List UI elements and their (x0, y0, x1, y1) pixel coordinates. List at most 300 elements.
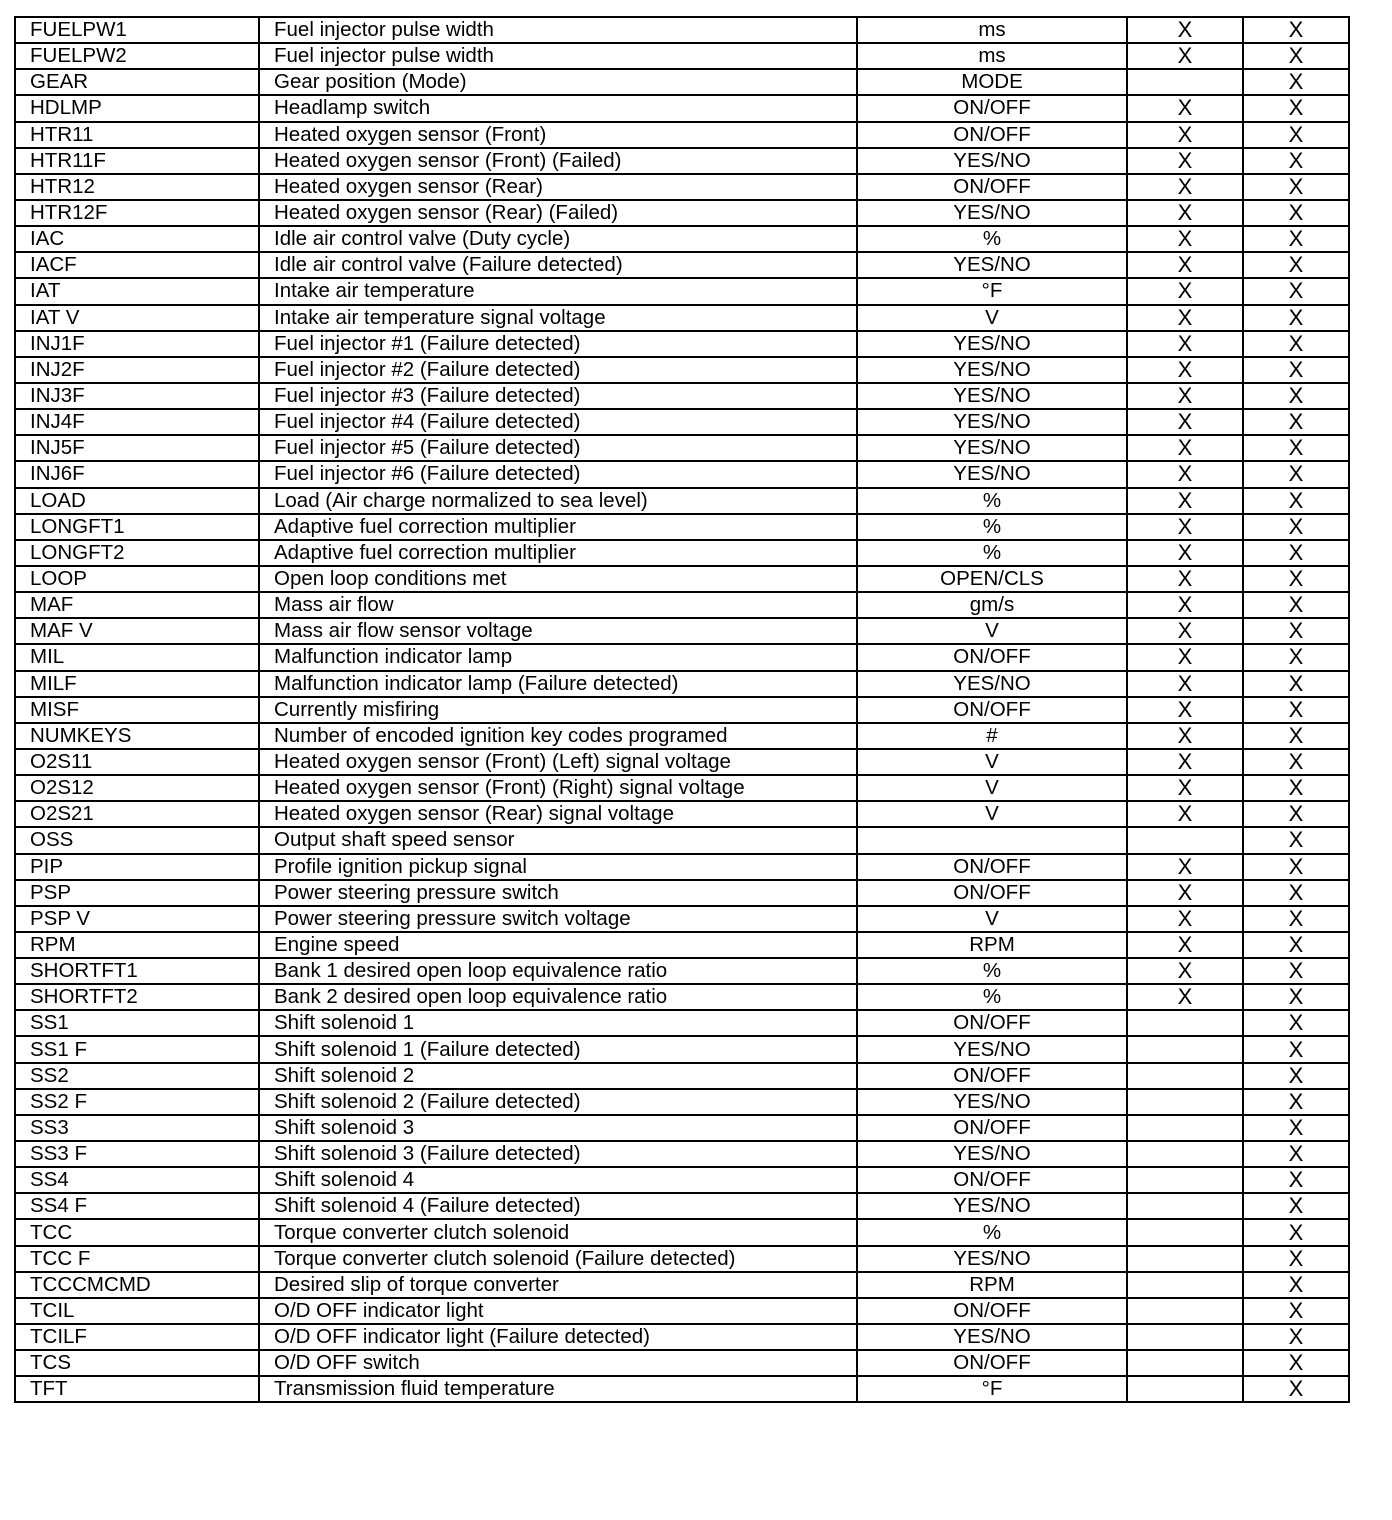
table-row (15, 827, 1349, 853)
mark-cell-b: X (1243, 435, 1349, 461)
pid-cell: HDLMP (15, 95, 259, 121)
table-row (15, 1298, 1349, 1324)
mark-cell-a: X (1127, 122, 1243, 148)
pid-cell: O2S12 (15, 775, 259, 801)
description-cell: Fuel injector #4 (Failure detected) (259, 409, 857, 435)
unit-cell: RPM (857, 1272, 1127, 1298)
description-cell: Heated oxygen sensor (Rear) (Failed) (259, 200, 857, 226)
unit-cell: YES/NO (857, 331, 1127, 357)
mark-cell-b: X (1243, 69, 1349, 95)
pid-cell: TFT (15, 1376, 259, 1402)
unit-cell: MODE (857, 69, 1127, 95)
unit-cell: % (857, 958, 1127, 984)
mark-cell-b: X (1243, 592, 1349, 618)
description-cell: Fuel injector #2 (Failure detected) (259, 357, 857, 383)
unit-cell: % (857, 488, 1127, 514)
pid-cell: TCCCMCMD (15, 1272, 259, 1298)
mark-cell-b: X (1243, 644, 1349, 670)
pid-cell: SHORTFT1 (15, 958, 259, 984)
mark-cell-a: X (1127, 540, 1243, 566)
mark-cell-a (1127, 1324, 1243, 1350)
table-row (15, 305, 1349, 331)
table-row (15, 43, 1349, 69)
description-cell: Fuel injector pulse width (259, 17, 857, 43)
table-row (15, 854, 1349, 880)
table-row (15, 697, 1349, 723)
description-cell: Heated oxygen sensor (Rear) signal voltage (259, 801, 857, 827)
pid-cell: IAT V (15, 305, 259, 331)
unit-cell: ON/OFF (857, 644, 1127, 670)
table-row (15, 1063, 1349, 1089)
mark-cell-a: X (1127, 200, 1243, 226)
unit-cell: YES/NO (857, 1193, 1127, 1219)
table-row (15, 775, 1349, 801)
mark-cell-b: X (1243, 1089, 1349, 1115)
table-row (15, 69, 1349, 95)
mark-cell-a: X (1127, 43, 1243, 69)
table-row (15, 1115, 1349, 1141)
mark-cell-b: X (1243, 1219, 1349, 1245)
mark-cell-a: X (1127, 331, 1243, 357)
description-cell: Idle air control valve (Duty cycle) (259, 226, 857, 252)
unit-cell: YES/NO (857, 1324, 1127, 1350)
pid-cell: HTR12 (15, 174, 259, 200)
pid-cell: TCC F (15, 1246, 259, 1272)
mark-cell-b: X (1243, 514, 1349, 540)
mark-cell-a: X (1127, 906, 1243, 932)
mark-cell-a (1127, 1036, 1243, 1062)
description-cell: Engine speed (259, 932, 857, 958)
pid-cell: NUMKEYS (15, 723, 259, 749)
pid-cell: PSP V (15, 906, 259, 932)
mark-cell-a: X (1127, 566, 1243, 592)
unit-cell: °F (857, 1376, 1127, 1402)
pid-cell: LOOP (15, 566, 259, 592)
pid-cell: HTR12F (15, 200, 259, 226)
pid-table-body (15, 17, 1349, 1402)
pid-cell: SS3 (15, 1115, 259, 1141)
pid-cell: SS4 (15, 1167, 259, 1193)
description-cell: Heated oxygen sensor (Front) (Right) signal voltage (259, 775, 857, 801)
mark-cell-a (1127, 1193, 1243, 1219)
unit-cell: ON/OFF (857, 1350, 1127, 1376)
table-row (15, 1010, 1349, 1036)
description-cell: Intake air temperature signal voltage (259, 305, 857, 331)
table-row (15, 148, 1349, 174)
mark-cell-b: X (1243, 854, 1349, 880)
unit-cell: YES/NO (857, 1089, 1127, 1115)
table-row (15, 1193, 1349, 1219)
mark-cell-b: X (1243, 1376, 1349, 1402)
description-cell: Shift solenoid 3 (259, 1115, 857, 1141)
unit-cell: YES/NO (857, 1036, 1127, 1062)
mark-cell-b: X (1243, 1298, 1349, 1324)
mark-cell-b: X (1243, 749, 1349, 775)
unit-cell: % (857, 540, 1127, 566)
pid-cell: SHORTFT2 (15, 984, 259, 1010)
mark-cell-a: X (1127, 278, 1243, 304)
unit-cell: ON/OFF (857, 854, 1127, 880)
table-row (15, 1167, 1349, 1193)
description-cell: Desired slip of torque converter (259, 1272, 857, 1298)
unit-cell: % (857, 1219, 1127, 1245)
pid-cell: PSP (15, 880, 259, 906)
unit-cell: V (857, 749, 1127, 775)
table-row (15, 984, 1349, 1010)
mark-cell-b: X (1243, 697, 1349, 723)
description-cell: Fuel injector #1 (Failure detected) (259, 331, 857, 357)
pid-cell: INJ4F (15, 409, 259, 435)
mark-cell-a: X (1127, 801, 1243, 827)
mark-cell-a: X (1127, 383, 1243, 409)
description-cell: O/D OFF indicator light (259, 1298, 857, 1324)
mark-cell-a: X (1127, 723, 1243, 749)
table-row (15, 906, 1349, 932)
table-row (15, 566, 1349, 592)
pid-cell: SS1 (15, 1010, 259, 1036)
mark-cell-a: X (1127, 775, 1243, 801)
table-row (15, 1089, 1349, 1115)
mark-cell-a (1127, 827, 1243, 853)
mark-cell-a: X (1127, 148, 1243, 174)
pid-cell: PIP (15, 854, 259, 880)
mark-cell-a (1127, 69, 1243, 95)
description-cell: Shift solenoid 1 (Failure detected) (259, 1036, 857, 1062)
mark-cell-b: X (1243, 122, 1349, 148)
mark-cell-b: X (1243, 95, 1349, 121)
unit-cell: ms (857, 43, 1127, 69)
table-row (15, 174, 1349, 200)
unit-cell: V (857, 906, 1127, 932)
unit-cell: % (857, 226, 1127, 252)
unit-cell: # (857, 723, 1127, 749)
mark-cell-b: X (1243, 1246, 1349, 1272)
mark-cell-a (1127, 1376, 1243, 1402)
pid-cell: TCC (15, 1219, 259, 1245)
pid-cell: RPM (15, 932, 259, 958)
table-row (15, 618, 1349, 644)
mark-cell-a: X (1127, 958, 1243, 984)
description-cell: O/D OFF indicator light (Failure detected) (259, 1324, 857, 1350)
pid-cell: TCIL (15, 1298, 259, 1324)
mark-cell-b: X (1243, 1193, 1349, 1219)
mark-cell-a (1127, 1063, 1243, 1089)
mark-cell-b: X (1243, 174, 1349, 200)
mark-cell-a: X (1127, 435, 1243, 461)
description-cell: Torque converter clutch solenoid (259, 1219, 857, 1245)
mark-cell-a (1127, 1298, 1243, 1324)
mark-cell-b: X (1243, 775, 1349, 801)
pid-cell: O2S11 (15, 749, 259, 775)
pid-table (14, 16, 1350, 1403)
mark-cell-b: X (1243, 671, 1349, 697)
description-cell: Bank 2 desired open loop equivalence ratio (259, 984, 857, 1010)
mark-cell-a: X (1127, 226, 1243, 252)
table-row (15, 540, 1349, 566)
unit-cell: YES/NO (857, 1246, 1127, 1272)
mark-cell-b: X (1243, 17, 1349, 43)
mark-cell-b: X (1243, 331, 1349, 357)
table-row (15, 17, 1349, 43)
pid-cell: INJ2F (15, 357, 259, 383)
mark-cell-a: X (1127, 854, 1243, 880)
mark-cell-b: X (1243, 357, 1349, 383)
unit-cell: V (857, 801, 1127, 827)
description-cell: Adaptive fuel correction multiplier (259, 540, 857, 566)
mark-cell-b: X (1243, 252, 1349, 278)
table-row (15, 331, 1349, 357)
description-cell: Idle air control valve (Failure detected) (259, 252, 857, 278)
mark-cell-b: X (1243, 801, 1349, 827)
mark-cell-a: X (1127, 592, 1243, 618)
mark-cell-b: X (1243, 1141, 1349, 1167)
description-cell: Heated oxygen sensor (Rear) (259, 174, 857, 200)
description-cell: Output shaft speed sensor (259, 827, 857, 853)
mark-cell-b: X (1243, 1272, 1349, 1298)
pid-cell: MAF V (15, 618, 259, 644)
table-row (15, 1376, 1349, 1402)
pid-cell: MISF (15, 697, 259, 723)
table-row (15, 592, 1349, 618)
description-cell: Fuel injector #3 (Failure detected) (259, 383, 857, 409)
unit-cell: YES/NO (857, 1141, 1127, 1167)
mark-cell-b: X (1243, 880, 1349, 906)
mark-cell-b: X (1243, 1324, 1349, 1350)
mark-cell-a (1127, 1350, 1243, 1376)
table-row (15, 1036, 1349, 1062)
description-cell: Intake air temperature (259, 278, 857, 304)
table-row (15, 1219, 1349, 1245)
mark-cell-b: X (1243, 43, 1349, 69)
pid-cell: LONGFT1 (15, 514, 259, 540)
mark-cell-b: X (1243, 1115, 1349, 1141)
pid-cell: HTR11 (15, 122, 259, 148)
mark-cell-a: X (1127, 357, 1243, 383)
mark-cell-b: X (1243, 409, 1349, 435)
mark-cell-a: X (1127, 305, 1243, 331)
description-cell: Fuel injector pulse width (259, 43, 857, 69)
unit-cell: YES/NO (857, 357, 1127, 383)
mark-cell-a: X (1127, 618, 1243, 644)
table-row (15, 252, 1349, 278)
description-cell: Adaptive fuel correction multiplier (259, 514, 857, 540)
pid-cell: HTR11F (15, 148, 259, 174)
table-row (15, 880, 1349, 906)
table-row (15, 409, 1349, 435)
pid-cell: SS2 (15, 1063, 259, 1089)
description-cell: Gear position (Mode) (259, 69, 857, 95)
mark-cell-a: X (1127, 984, 1243, 1010)
description-cell: Power steering pressure switch (259, 880, 857, 906)
mark-cell-b: X (1243, 932, 1349, 958)
table-row (15, 488, 1349, 514)
pid-cell: MIL (15, 644, 259, 670)
mark-cell-a (1127, 1167, 1243, 1193)
mark-cell-a: X (1127, 461, 1243, 487)
unit-cell: YES/NO (857, 200, 1127, 226)
description-cell: Number of encoded ignition key codes programed (259, 723, 857, 749)
unit-cell: ms (857, 17, 1127, 43)
mark-cell-b: X (1243, 226, 1349, 252)
description-cell: Shift solenoid 4 (Failure detected) (259, 1193, 857, 1219)
table-row (15, 226, 1349, 252)
pid-cell: GEAR (15, 69, 259, 95)
unit-cell: ON/OFF (857, 1010, 1127, 1036)
description-cell: Headlamp switch (259, 95, 857, 121)
pid-cell: INJ6F (15, 461, 259, 487)
description-cell: Profile ignition pickup signal (259, 854, 857, 880)
description-cell: Mass air flow sensor voltage (259, 618, 857, 644)
mark-cell-b: X (1243, 618, 1349, 644)
pid-cell: MAF (15, 592, 259, 618)
unit-cell: YES/NO (857, 148, 1127, 174)
mark-cell-a: X (1127, 174, 1243, 200)
description-cell: Heated oxygen sensor (Front) (Failed) (259, 148, 857, 174)
description-cell: Transmission fluid temperature (259, 1376, 857, 1402)
table-row (15, 122, 1349, 148)
table-row (15, 749, 1349, 775)
description-cell: Currently misfiring (259, 697, 857, 723)
unit-cell: gm/s (857, 592, 1127, 618)
unit-cell: V (857, 775, 1127, 801)
table-row (15, 644, 1349, 670)
table-row (15, 801, 1349, 827)
description-cell: Shift solenoid 1 (259, 1010, 857, 1036)
description-cell: O/D OFF switch (259, 1350, 857, 1376)
table-row (15, 1272, 1349, 1298)
pid-cell: FUELPW2 (15, 43, 259, 69)
unit-cell: RPM (857, 932, 1127, 958)
mark-cell-b: X (1243, 566, 1349, 592)
mark-cell-b: X (1243, 278, 1349, 304)
mark-cell-a: X (1127, 749, 1243, 775)
unit-cell: ON/OFF (857, 880, 1127, 906)
unit-cell: ON/OFF (857, 95, 1127, 121)
mark-cell-b: X (1243, 827, 1349, 853)
unit-cell: OPEN/CLS (857, 566, 1127, 592)
description-cell: Fuel injector #6 (Failure detected) (259, 461, 857, 487)
mark-cell-b: X (1243, 148, 1349, 174)
table-row (15, 958, 1349, 984)
pid-cell: SS4 F (15, 1193, 259, 1219)
unit-cell: °F (857, 278, 1127, 304)
description-cell: Open loop conditions met (259, 566, 857, 592)
mark-cell-a: X (1127, 671, 1243, 697)
pid-cell: SS1 F (15, 1036, 259, 1062)
mark-cell-a (1127, 1115, 1243, 1141)
table-row (15, 723, 1349, 749)
unit-cell: YES/NO (857, 252, 1127, 278)
table-row (15, 514, 1349, 540)
unit-cell: YES/NO (857, 383, 1127, 409)
unit-cell: YES/NO (857, 409, 1127, 435)
pid-cell: IAT (15, 278, 259, 304)
table-row (15, 671, 1349, 697)
description-cell: Malfunction indicator lamp (Failure detected) (259, 671, 857, 697)
mark-cell-a: X (1127, 932, 1243, 958)
description-cell: Heated oxygen sensor (Front) (Left) signal voltage (259, 749, 857, 775)
table-row (15, 1324, 1349, 1350)
table-row (15, 1246, 1349, 1272)
unit-cell: YES/NO (857, 671, 1127, 697)
mark-cell-b: X (1243, 723, 1349, 749)
mark-cell-a (1127, 1272, 1243, 1298)
description-cell: Malfunction indicator lamp (259, 644, 857, 670)
unit-cell: YES/NO (857, 435, 1127, 461)
mark-cell-a: X (1127, 514, 1243, 540)
mark-cell-b: X (1243, 461, 1349, 487)
unit-cell: ON/OFF (857, 174, 1127, 200)
description-cell: Bank 1 desired open loop equivalence ratio (259, 958, 857, 984)
mark-cell-a (1127, 1010, 1243, 1036)
mark-cell-b: X (1243, 383, 1349, 409)
mark-cell-b: X (1243, 488, 1349, 514)
pid-cell: INJ5F (15, 435, 259, 461)
unit-cell: ON/OFF (857, 122, 1127, 148)
pid-cell: SS2 F (15, 1089, 259, 1115)
mark-cell-b: X (1243, 540, 1349, 566)
mark-cell-a: X (1127, 880, 1243, 906)
mark-cell-a: X (1127, 697, 1243, 723)
unit-cell: % (857, 514, 1127, 540)
pid-cell: TCS (15, 1350, 259, 1376)
description-cell: Load (Air charge normalized to sea level) (259, 488, 857, 514)
mark-cell-b: X (1243, 1063, 1349, 1089)
unit-cell: V (857, 305, 1127, 331)
table-row (15, 1350, 1349, 1376)
mark-cell-b: X (1243, 1010, 1349, 1036)
table-row (15, 435, 1349, 461)
mark-cell-a: X (1127, 252, 1243, 278)
unit-cell: V (857, 618, 1127, 644)
unit-cell: ON/OFF (857, 1115, 1127, 1141)
unit-cell: YES/NO (857, 461, 1127, 487)
mark-cell-b: X (1243, 200, 1349, 226)
mark-cell-a (1127, 1219, 1243, 1245)
mark-cell-a: X (1127, 488, 1243, 514)
unit-cell: ON/OFF (857, 1167, 1127, 1193)
description-cell: Heated oxygen sensor (Front) (259, 122, 857, 148)
description-cell: Fuel injector #5 (Failure detected) (259, 435, 857, 461)
description-cell: Torque converter clutch solenoid (Failure detected) (259, 1246, 857, 1272)
description-cell: Shift solenoid 3 (Failure detected) (259, 1141, 857, 1167)
pid-cell: IAC (15, 226, 259, 252)
table-row (15, 357, 1349, 383)
mark-cell-a: X (1127, 409, 1243, 435)
pid-cell: SS3 F (15, 1141, 259, 1167)
pid-cell: IACF (15, 252, 259, 278)
pid-cell: TCILF (15, 1324, 259, 1350)
pid-cell: INJ1F (15, 331, 259, 357)
pid-cell: OSS (15, 827, 259, 853)
mark-cell-a: X (1127, 644, 1243, 670)
description-cell: Shift solenoid 2 (Failure detected) (259, 1089, 857, 1115)
mark-cell-a: X (1127, 95, 1243, 121)
unit-cell: % (857, 984, 1127, 1010)
description-cell: Shift solenoid 4 (259, 1167, 857, 1193)
mark-cell-a (1127, 1141, 1243, 1167)
mark-cell-b: X (1243, 1167, 1349, 1193)
mark-cell-b: X (1243, 984, 1349, 1010)
pid-cell: MILF (15, 671, 259, 697)
table-row (15, 383, 1349, 409)
pid-cell: O2S21 (15, 801, 259, 827)
table-row (15, 932, 1349, 958)
table-row (15, 95, 1349, 121)
description-cell: Power steering pressure switch voltage (259, 906, 857, 932)
table-row (15, 278, 1349, 304)
description-cell: Mass air flow (259, 592, 857, 618)
